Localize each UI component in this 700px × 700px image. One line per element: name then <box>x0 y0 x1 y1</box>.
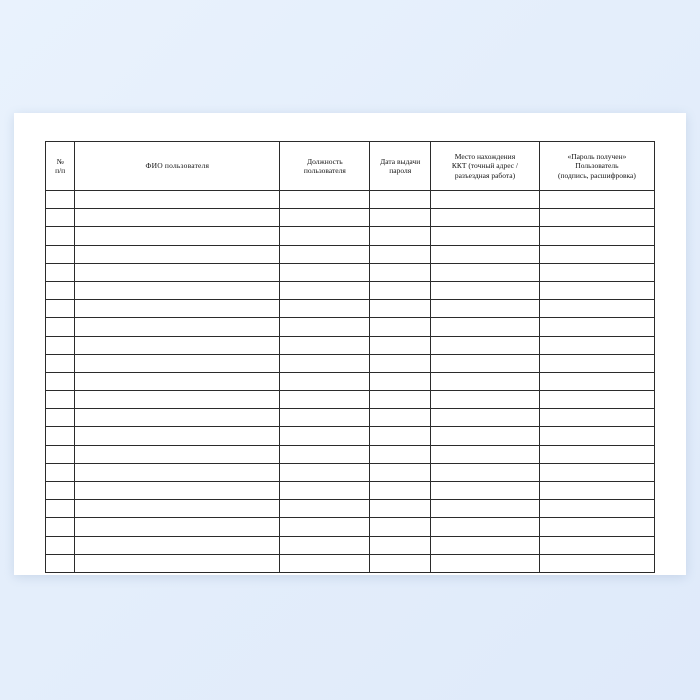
table-cell-num[interactable] <box>46 427 75 445</box>
table-cell-issue_date[interactable] <box>370 245 431 263</box>
table-cell-location[interactable] <box>431 500 540 518</box>
table-cell-received[interactable] <box>539 445 654 463</box>
column-header-num-line2: п/п <box>55 166 66 175</box>
table-cell-received[interactable] <box>539 372 654 390</box>
table-row[interactable] <box>46 500 655 518</box>
table-row[interactable] <box>46 536 655 554</box>
table-cell-issue_date[interactable] <box>370 209 431 227</box>
register-table-container <box>45 141 655 573</box>
table-cell-location[interactable] <box>431 336 540 354</box>
table-cell-fio[interactable] <box>75 245 280 263</box>
table-cell-fio[interactable] <box>75 391 280 409</box>
table-cell-num[interactable] <box>46 445 75 463</box>
table-cell-location[interactable] <box>431 209 540 227</box>
table-cell-location[interactable] <box>431 536 540 554</box>
table-cell-fio[interactable] <box>75 463 280 481</box>
table-cell-received[interactable] <box>539 482 654 500</box>
table-row[interactable] <box>46 445 655 463</box>
table-row[interactable] <box>46 554 655 572</box>
table-cell-position[interactable] <box>280 318 370 336</box>
table-cell-received[interactable] <box>539 500 654 518</box>
table-cell-num[interactable] <box>46 281 75 299</box>
table-cell-num[interactable] <box>46 191 75 209</box>
table-cell-position[interactable] <box>280 227 370 245</box>
table-row[interactable] <box>46 281 655 299</box>
table-row[interactable] <box>46 354 655 372</box>
table-cell-fio[interactable] <box>75 318 280 336</box>
table-cell-issue_date[interactable] <box>370 372 431 390</box>
table-cell-fio[interactable] <box>75 336 280 354</box>
column-header-issue-date-line2: пароля <box>389 166 412 175</box>
table-row[interactable] <box>46 318 655 336</box>
table-cell-received[interactable] <box>539 300 654 318</box>
column-header-received-line2: Пользователь <box>575 161 619 171</box>
table-cell-position[interactable] <box>280 536 370 554</box>
table-cell-fio[interactable] <box>75 554 280 572</box>
table-cell-received[interactable] <box>539 391 654 409</box>
table-cell-num[interactable] <box>46 463 75 481</box>
document-page <box>14 113 686 575</box>
table-cell-issue_date[interactable] <box>370 300 431 318</box>
table-cell-num[interactable] <box>46 554 75 572</box>
table-cell-received[interactable] <box>539 409 654 427</box>
table-cell-position[interactable] <box>280 209 370 227</box>
table-cell-fio[interactable] <box>75 409 280 427</box>
column-header-location-line1: Место нахождения <box>454 151 516 161</box>
table-cell-issue_date[interactable] <box>370 191 431 209</box>
column-header-received-line1: «Пароль получен» <box>567 151 627 161</box>
table-cell-fio[interactable] <box>75 500 280 518</box>
table-cell-position[interactable] <box>280 500 370 518</box>
table-cell-received[interactable] <box>539 281 654 299</box>
table-cell-position[interactable] <box>280 263 370 281</box>
table-cell-issue_date[interactable] <box>370 445 431 463</box>
table-cell-fio[interactable] <box>75 518 280 536</box>
table-cell-fio[interactable] <box>75 354 280 372</box>
table-cell-num[interactable] <box>46 482 75 500</box>
column-header-issue-date <box>370 142 431 191</box>
table-cell-position[interactable] <box>280 482 370 500</box>
column-header-position <box>280 142 370 191</box>
table-cell-location[interactable] <box>431 518 540 536</box>
column-header-issue-date-line1: Дата выдачи <box>380 156 421 166</box>
table-row[interactable] <box>46 263 655 281</box>
table-cell-fio[interactable] <box>75 227 280 245</box>
column-header-location-line2: ККТ (точный адрес / <box>451 161 518 171</box>
table-cell-received[interactable] <box>539 427 654 445</box>
table-cell-fio[interactable] <box>75 281 280 299</box>
table-cell-location[interactable] <box>431 391 540 409</box>
table-cell-fio[interactable] <box>75 482 280 500</box>
table-cell-position[interactable] <box>280 427 370 445</box>
table-cell-received[interactable] <box>539 518 654 536</box>
table-cell-issue_date[interactable] <box>370 409 431 427</box>
table-row[interactable] <box>46 391 655 409</box>
table-cell-num[interactable] <box>46 263 75 281</box>
column-header-location-line3: разъездная работа) <box>454 170 516 180</box>
table-cell-fio[interactable] <box>75 300 280 318</box>
table-cell-issue_date[interactable] <box>370 227 431 245</box>
table-cell-num[interactable] <box>46 336 75 354</box>
table-row[interactable] <box>46 463 655 481</box>
table-cell-num[interactable] <box>46 354 75 372</box>
table-cell-issue_date[interactable] <box>370 536 431 554</box>
table-cell-location[interactable] <box>431 281 540 299</box>
column-header-location <box>431 142 540 191</box>
table-cell-position[interactable] <box>280 554 370 572</box>
table-cell-issue_date[interactable] <box>370 554 431 572</box>
table-cell-received[interactable] <box>539 191 654 209</box>
table-cell-fio[interactable] <box>75 445 280 463</box>
table-cell-location[interactable] <box>431 318 540 336</box>
column-header-position-line1: Должность <box>307 156 343 166</box>
table-row[interactable] <box>46 245 655 263</box>
table-cell-num[interactable] <box>46 536 75 554</box>
table-cell-num[interactable] <box>46 227 75 245</box>
table-cell-issue_date[interactable] <box>370 500 431 518</box>
column-header-num <box>46 142 75 191</box>
table-cell-received[interactable] <box>539 354 654 372</box>
table-cell-issue_date[interactable] <box>370 463 431 481</box>
column-header-fio <box>75 142 280 191</box>
table-cell-num[interactable] <box>46 372 75 390</box>
table-cell-issue_date[interactable] <box>370 281 431 299</box>
table-cell-fio[interactable] <box>75 536 280 554</box>
table-cell-position[interactable] <box>280 191 370 209</box>
table-cell-position[interactable] <box>280 300 370 318</box>
table-cell-location[interactable] <box>431 227 540 245</box>
table-cell-position[interactable] <box>280 391 370 409</box>
table-cell-num[interactable] <box>46 500 75 518</box>
table-cell-num[interactable] <box>46 300 75 318</box>
table-body <box>46 191 655 573</box>
table-cell-location[interactable] <box>431 191 540 209</box>
table-cell-location[interactable] <box>431 354 540 372</box>
table-cell-location[interactable] <box>431 463 540 481</box>
table-cell-position[interactable] <box>280 354 370 372</box>
column-header-fio-line1: ФИО пользователя <box>145 161 210 171</box>
table-cell-fio[interactable] <box>75 263 280 281</box>
table-cell-received[interactable] <box>539 336 654 354</box>
table-cell-position[interactable] <box>280 245 370 263</box>
table-cell-issue_date[interactable] <box>370 482 431 500</box>
table-cell-fio[interactable] <box>75 209 280 227</box>
table-cell-position[interactable] <box>280 518 370 536</box>
table-row[interactable] <box>46 191 655 209</box>
table-cell-num[interactable] <box>46 209 75 227</box>
table-cell-location[interactable] <box>431 409 540 427</box>
table-cell-issue_date[interactable] <box>370 354 431 372</box>
table-cell-received[interactable] <box>539 318 654 336</box>
table-cell-issue_date[interactable] <box>370 318 431 336</box>
table-row[interactable] <box>46 482 655 500</box>
table-row[interactable] <box>46 427 655 445</box>
table-row[interactable] <box>46 372 655 390</box>
table-cell-num[interactable] <box>46 318 75 336</box>
table-row[interactable] <box>46 518 655 536</box>
column-header-received <box>539 142 654 191</box>
table-row[interactable] <box>46 336 655 354</box>
table-cell-issue_date[interactable] <box>370 263 431 281</box>
table-cell-received[interactable] <box>539 554 654 572</box>
table-cell-issue_date[interactable] <box>370 427 431 445</box>
table-cell-location[interactable] <box>431 554 540 572</box>
table-row[interactable] <box>46 209 655 227</box>
table-cell-num[interactable] <box>46 245 75 263</box>
column-header-position-line2: пользователя <box>303 166 346 175</box>
table-cell-received[interactable] <box>539 263 654 281</box>
register-table <box>45 141 655 573</box>
table-row[interactable] <box>46 300 655 318</box>
table-cell-position[interactable] <box>280 336 370 354</box>
table-row[interactable] <box>46 409 655 427</box>
table-cell-position[interactable] <box>280 445 370 463</box>
table-cell-location[interactable] <box>431 427 540 445</box>
table-cell-received[interactable] <box>539 227 654 245</box>
table-cell-received[interactable] <box>539 536 654 554</box>
table-cell-num[interactable] <box>46 518 75 536</box>
table-cell-position[interactable] <box>280 463 370 481</box>
table-cell-location[interactable] <box>431 300 540 318</box>
table-cell-fio[interactable] <box>75 191 280 209</box>
table-cell-issue_date[interactable] <box>370 391 431 409</box>
table-cell-position[interactable] <box>280 372 370 390</box>
table-cell-fio[interactable] <box>75 427 280 445</box>
table-cell-location[interactable] <box>431 263 540 281</box>
table-cell-location[interactable] <box>431 372 540 390</box>
table-header <box>46 142 655 191</box>
table-cell-location[interactable] <box>431 245 540 263</box>
table-cell-location[interactable] <box>431 445 540 463</box>
column-header-num-line1: № <box>56 156 64 166</box>
table-header-row <box>46 142 655 191</box>
table-cell-issue_date[interactable] <box>370 518 431 536</box>
table-cell-received[interactable] <box>539 209 654 227</box>
table-cell-position[interactable] <box>280 409 370 427</box>
table-cell-fio[interactable] <box>75 372 280 390</box>
table-cell-received[interactable] <box>539 463 654 481</box>
column-header-received-line3: (подпись, расшифровка) <box>558 170 636 180</box>
table-cell-issue_date[interactable] <box>370 336 431 354</box>
table-cell-num[interactable] <box>46 409 75 427</box>
table-cell-received[interactable] <box>539 245 654 263</box>
table-cell-location[interactable] <box>431 482 540 500</box>
table-cell-position[interactable] <box>280 281 370 299</box>
table-cell-num[interactable] <box>46 391 75 409</box>
table-row[interactable] <box>46 227 655 245</box>
